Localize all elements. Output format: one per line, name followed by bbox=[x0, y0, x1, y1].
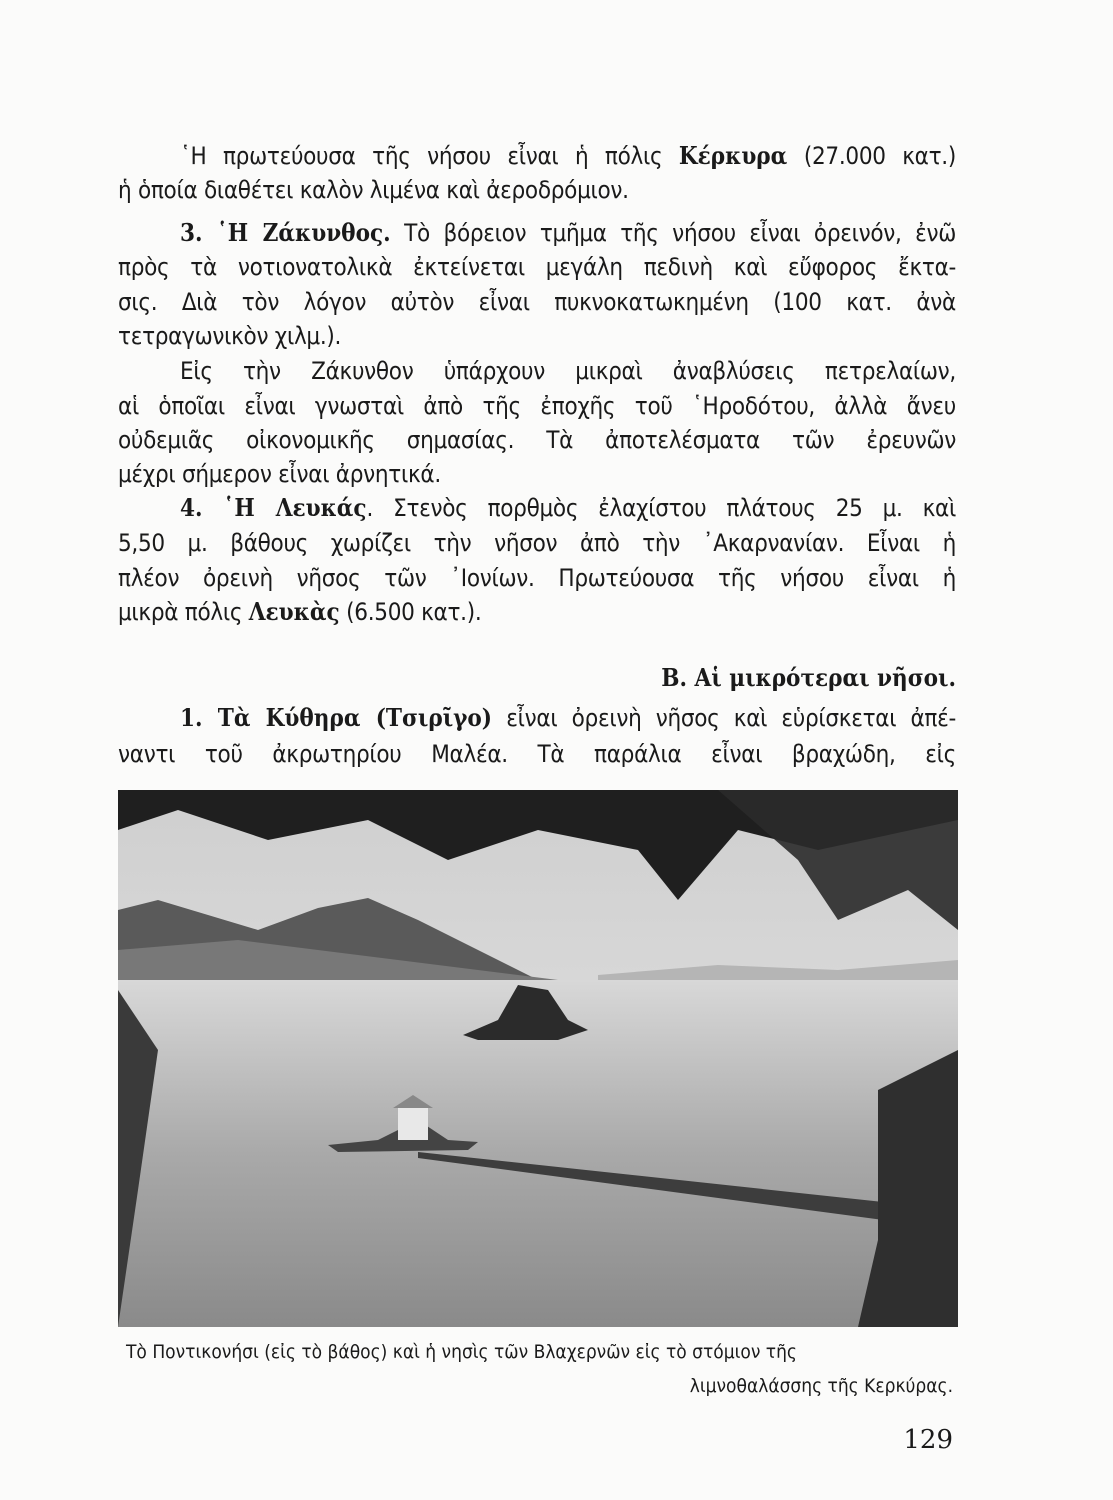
text-line bbox=[180, 356, 956, 386]
body-text-span: μέχρι σήμερον εἶναι ἀρνητικά. bbox=[118, 460, 441, 488]
bold-heading-text: 3. ῾Η Ζάκυνθος. bbox=[180, 218, 391, 247]
text-line bbox=[118, 252, 956, 282]
photo-caption-line-2: λιμνοθαλάσσης τῆς Κερκύρας. bbox=[689, 1375, 953, 1397]
body-text-span: 5,50 μ. βάθους χωρίζει τὴν νῆσον ἀπὸ τὴν ᾿Ακαρνανίαν. Εἶναι ἡ bbox=[118, 529, 956, 557]
body-text-span: ἡ ὁποία διαθέτει καλὸν λιμένα καὶ ἀεροδρόμιον. bbox=[118, 176, 629, 204]
body-text-span: πρὸς τὰ νοτιονατολικὰ ἐκτείνεται μεγάλη πεδινὴ καὶ εὔφορος ἔκτα- bbox=[118, 253, 956, 281]
text-line bbox=[118, 391, 956, 421]
text-line bbox=[118, 459, 956, 489]
body-text-span: μικρὰ πόλις bbox=[118, 598, 249, 626]
text-line bbox=[118, 425, 956, 455]
photo-pontikonisi bbox=[118, 790, 958, 1327]
text-line bbox=[118, 175, 956, 205]
bold-heading-text: Λευκὰς bbox=[248, 597, 340, 626]
body-text-span: (27.000 κατ.) bbox=[787, 142, 956, 170]
body-text-span: Τὸ βόρειον τμῆμα τῆς νήσου εἶναι ὀρεινόν, ἐνῶ bbox=[390, 219, 957, 247]
photo-caption-line-1: Τὸ Ποντικονήσι (εἰς τὸ βάθος) καὶ ἡ νησὶς τῶν Βλαχερνῶν εἰς τὸ στόμιον τῆς bbox=[126, 1341, 797, 1363]
bold-heading-text: Κέρκυρα bbox=[678, 141, 788, 170]
bold-heading-text: Β. Αἱ μικρότεραι νῆσοι. bbox=[661, 663, 956, 692]
page-number: 129 bbox=[903, 1425, 953, 1455]
body-text-span: αἱ ὁποῖαι εἶναι γνωσταὶ ἀπὸ τῆς ἐποχῆς τοῦ ῾Ηροδότου, ἀλλὰ ἄνευ bbox=[118, 392, 956, 420]
text-line bbox=[180, 141, 956, 171]
body-text-span: (6.500 κατ.). bbox=[339, 598, 482, 626]
text-line bbox=[118, 597, 956, 627]
body-text-span: οὐδεμιᾶς οἰκονομικῆς σημασίας. Τὰ ἀποτελέσματα τῶν ἐρευνῶν bbox=[118, 426, 956, 454]
text-line bbox=[118, 739, 956, 769]
text-line bbox=[180, 703, 956, 733]
body-text-span: εἶναι ὀρεινὴ νῆσος καὶ εὑρίσκεται ἀπέ- bbox=[492, 704, 956, 732]
body-text-span: ῾Η πρωτεύουσα τῆς νήσου εἶναι ἡ πόλις bbox=[180, 142, 679, 170]
text-line bbox=[118, 563, 956, 593]
text-line bbox=[180, 493, 956, 523]
body-text-span: πλέον ὀρεινὴ νῆσος τῶν ᾿Ιονίων. Πρωτεύουσα τῆς νήσου εἶναι ἡ bbox=[118, 564, 956, 592]
text-line bbox=[118, 528, 956, 558]
body-text-span: Εἰς τὴν Ζάκυνθον ὑπάρχουν μικραὶ ἀναβλύσεις πετρελαίων, bbox=[180, 357, 956, 385]
body-text-span: τετραγωνικὸν χιλμ.). bbox=[118, 322, 342, 350]
text-line bbox=[180, 218, 956, 248]
bold-heading-text: 1. Τὰ Κύθηρα (Τσιρῖγο) bbox=[180, 703, 493, 732]
body-text-span: σις. Διὰ τὸν λόγον αὐτὸν εἶναι πυκνοκατωκημένη (100 κατ. ἀνὰ bbox=[118, 288, 956, 316]
bold-heading-text: 4. ῾Η Λευκάς bbox=[180, 493, 367, 522]
body-text-span: ναντι τοῦ ἀκρωτηρίου Μαλέα. Τὰ παράλια εἶναι βραχώδη, εἰς bbox=[118, 740, 956, 768]
body-text-span: . Στενὸς πορθμὸς ἐλαχίστου πλάτους 25 μ. καὶ bbox=[366, 494, 956, 522]
text-line bbox=[118, 663, 956, 693]
text-line bbox=[118, 321, 956, 351]
text-line bbox=[118, 287, 956, 317]
